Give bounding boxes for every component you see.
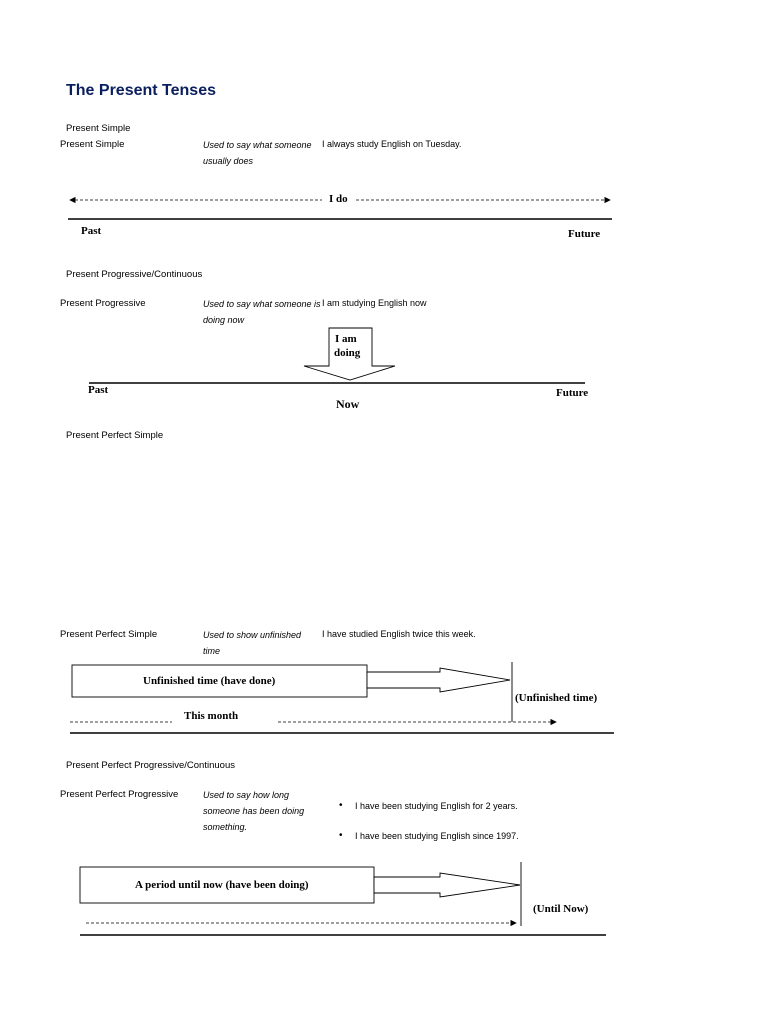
label-doing: doing [334,347,361,359]
label-past: Past [88,384,109,396]
tense-label-present-perfect-simple: Present Perfect Simple [60,629,158,640]
label-period-until-now: A period until now (have been doing) [135,879,309,891]
section-heading-present-simple: Present Simple [66,123,131,134]
label-i-do: I do [325,193,352,205]
section-heading-present-perfect-progressive: Present Perfect Progressive/Continuous [66,760,235,771]
list-item: • I have been studying English since 1997. [337,831,519,861]
list-item: • I have been studying English for 2 years. [337,801,519,831]
usage-present-simple: Used to say what someone usually does [203,140,312,166]
example-present-simple: I always study English on Tuesday. [322,139,462,149]
label-unfinished-time-have-done: Unfinished time (have done) [143,675,276,687]
usage-present-perfect-progressive: Used to say how long someone has been doing something. [203,790,305,832]
tense-label-present-perfect-progressive: Present Perfect Progressive [60,789,179,800]
usage-present-progressive: Used to say what someone is doing now [203,299,321,325]
examples-list [337,801,519,861]
label-now: Now [336,397,360,411]
label-i-am: I am [335,333,357,345]
example-present-perfect-simple: I have studied English twice this week. [322,629,476,639]
label-unfinished-time: (Unfinished time) [515,692,598,704]
label-until-now: (Until Now) [533,903,589,915]
label-future: Future [556,387,589,399]
usage-present-perfect-simple: Used to show unfinished time [203,630,302,656]
page-title: The Present Tenses [66,82,216,99]
label-future: Future [568,228,601,240]
section-heading-present-progressive: Present Progressive/Continuous [66,269,203,280]
example-present-progressive: I am studying English now [322,298,427,308]
section-heading-present-perfect-simple: Present Perfect Simple [66,430,164,441]
tense-label-present-progressive: Present Progressive [60,298,146,309]
present-perfect-progressive-timeline [80,862,606,935]
label-past: Past [81,225,102,237]
tense-label-present-simple: Present Simple [60,139,125,150]
label-this-month: This month [184,710,239,722]
